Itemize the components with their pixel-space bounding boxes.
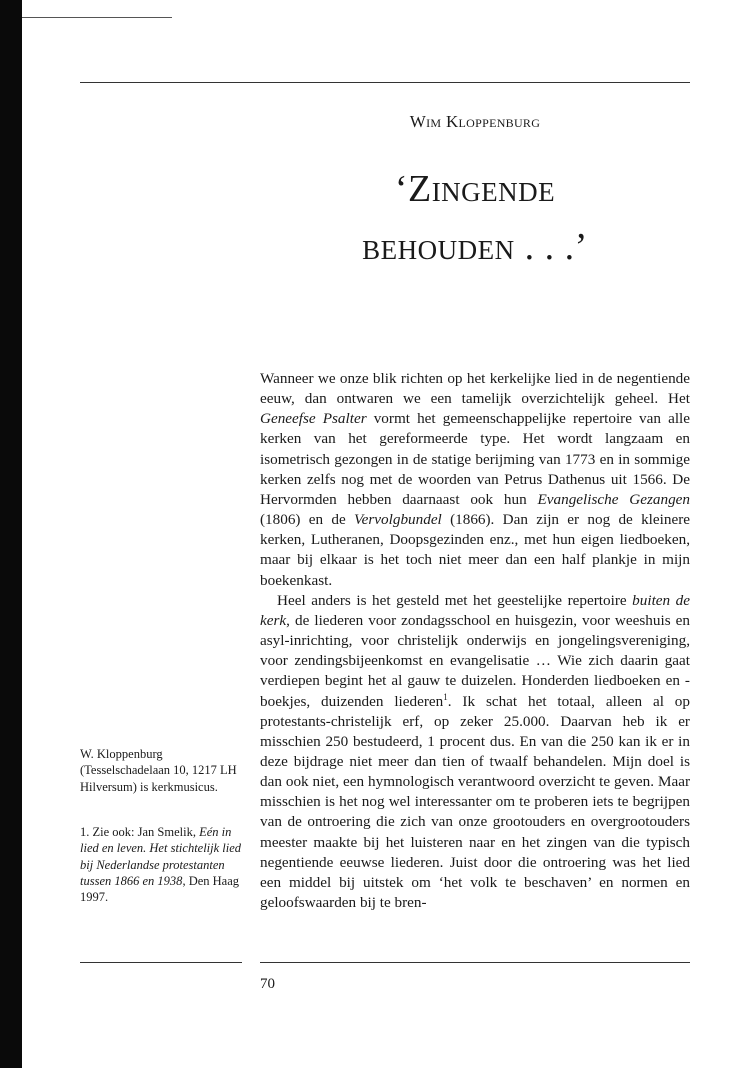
author-note-text: W. Kloppenburg (Tesselschadelaan 10, 1217 LH Hilversum) is kerkmusicus.	[80, 747, 237, 794]
author-name: Wim Kloppenburg	[409, 112, 541, 131]
bottom-rule-right	[260, 962, 690, 963]
footnote-1	[80, 824, 242, 905]
author-note	[80, 746, 242, 795]
italic-run: buiten de kerk	[260, 591, 690, 629]
body-paragraph-2: Heel anders is het gesteld met het geestelijke repertoire buiten de kerk, de liederen voor zondagsschool en huisgezin, voor weeshuis en asyl-inrichting, voor christelijk onderwijs en jongelingsvereniging, voor zendingsbijeenkomst en evangelisatie … Wie zich daarin gaat verdiepen begint het al gauw te duizelen. Honderden liedboeken en -boekjes, duizenden liederen$^1$. Ik schat het totaal, alleen al op protestants-christelijk erf, op zeker 25.000. Daarvan heb ik er misschien 250 bestudeerd, 1 procent dus. En van die 250 kan ik er in deze bijdrage niet meer dan tien of twaalf behandelen. Mijn doel is dan ook niet, een hymnologisch verantwoord overzicht te geven. Maar misschien is het nog wel interessanter om te proberen iets te begrijpen van de ontroering die zich van onze grootouders en overgrootouders meester maakte bij het luisteren naar en het zingen van die typisch negentiende eeuwse liederen. Juist door die ontroering was het lied een middel bij uitstek om ‘het volk te beschaven’ en normen en geloofswaarden bij te bren-	[260, 591, 690, 912]
italic-run: Evangelische Gezangen	[537, 490, 690, 508]
body-text	[260, 369, 690, 913]
bottom-rule-left	[80, 962, 242, 963]
page-edge-bar	[0, 0, 22, 1068]
page-number: 70	[260, 976, 275, 992]
body-paragraph-1: Wanneer we onze blik richten op het kerkelijke lied in de negentiende eeuw, dan ontwaren we een tamelijk overzichtelijk geheel. Het Geneefse Psalter vormt het gemeenschappelijke repertoire van alle kerken van het gereformeerde type. Het wordt langzaam en isometrisch gezongen in de statige berijming van 1773 en in sommige kerken zelfs nog met de woorden van Petrus Dathenus uit 1566. De Hervormden hebben daarnaast ook hun Evangelische Gezangen (1806) en de Vervolgbundel (1866). Dan zijn er nog de kleinere kerken, Lutheranen, Doopsgezinden enz., met hun eigen liedboeken, maar bij elkaar is het toch niet meer dan een half plankje in mijn boekenkast.	[260, 370, 691, 589]
article-title	[260, 160, 690, 276]
top-thin-rule	[22, 17, 172, 18]
top-rule	[80, 82, 690, 83]
title-line-1: ‘Zingende	[394, 168, 556, 210]
footnote-ref: 1	[443, 691, 448, 702]
title-line-2: behouden . . .’	[362, 226, 588, 268]
footnote-text: 1. Zie ook: Jan Smelik, Eén in lied en leven. Het stichtelijk lied bij Nederlandse protestanten tussen 1866 en 1938, Den Haag 1997.	[80, 825, 242, 905]
italic-run: Eén in lied en leven. Het stichtelijk lied bij Nederlandse protestanten tussen 1866 en 1938	[80, 825, 242, 888]
italic-run: Vervolgbundel	[354, 511, 442, 529]
italic-run: Geneefse Psalter	[260, 410, 367, 428]
